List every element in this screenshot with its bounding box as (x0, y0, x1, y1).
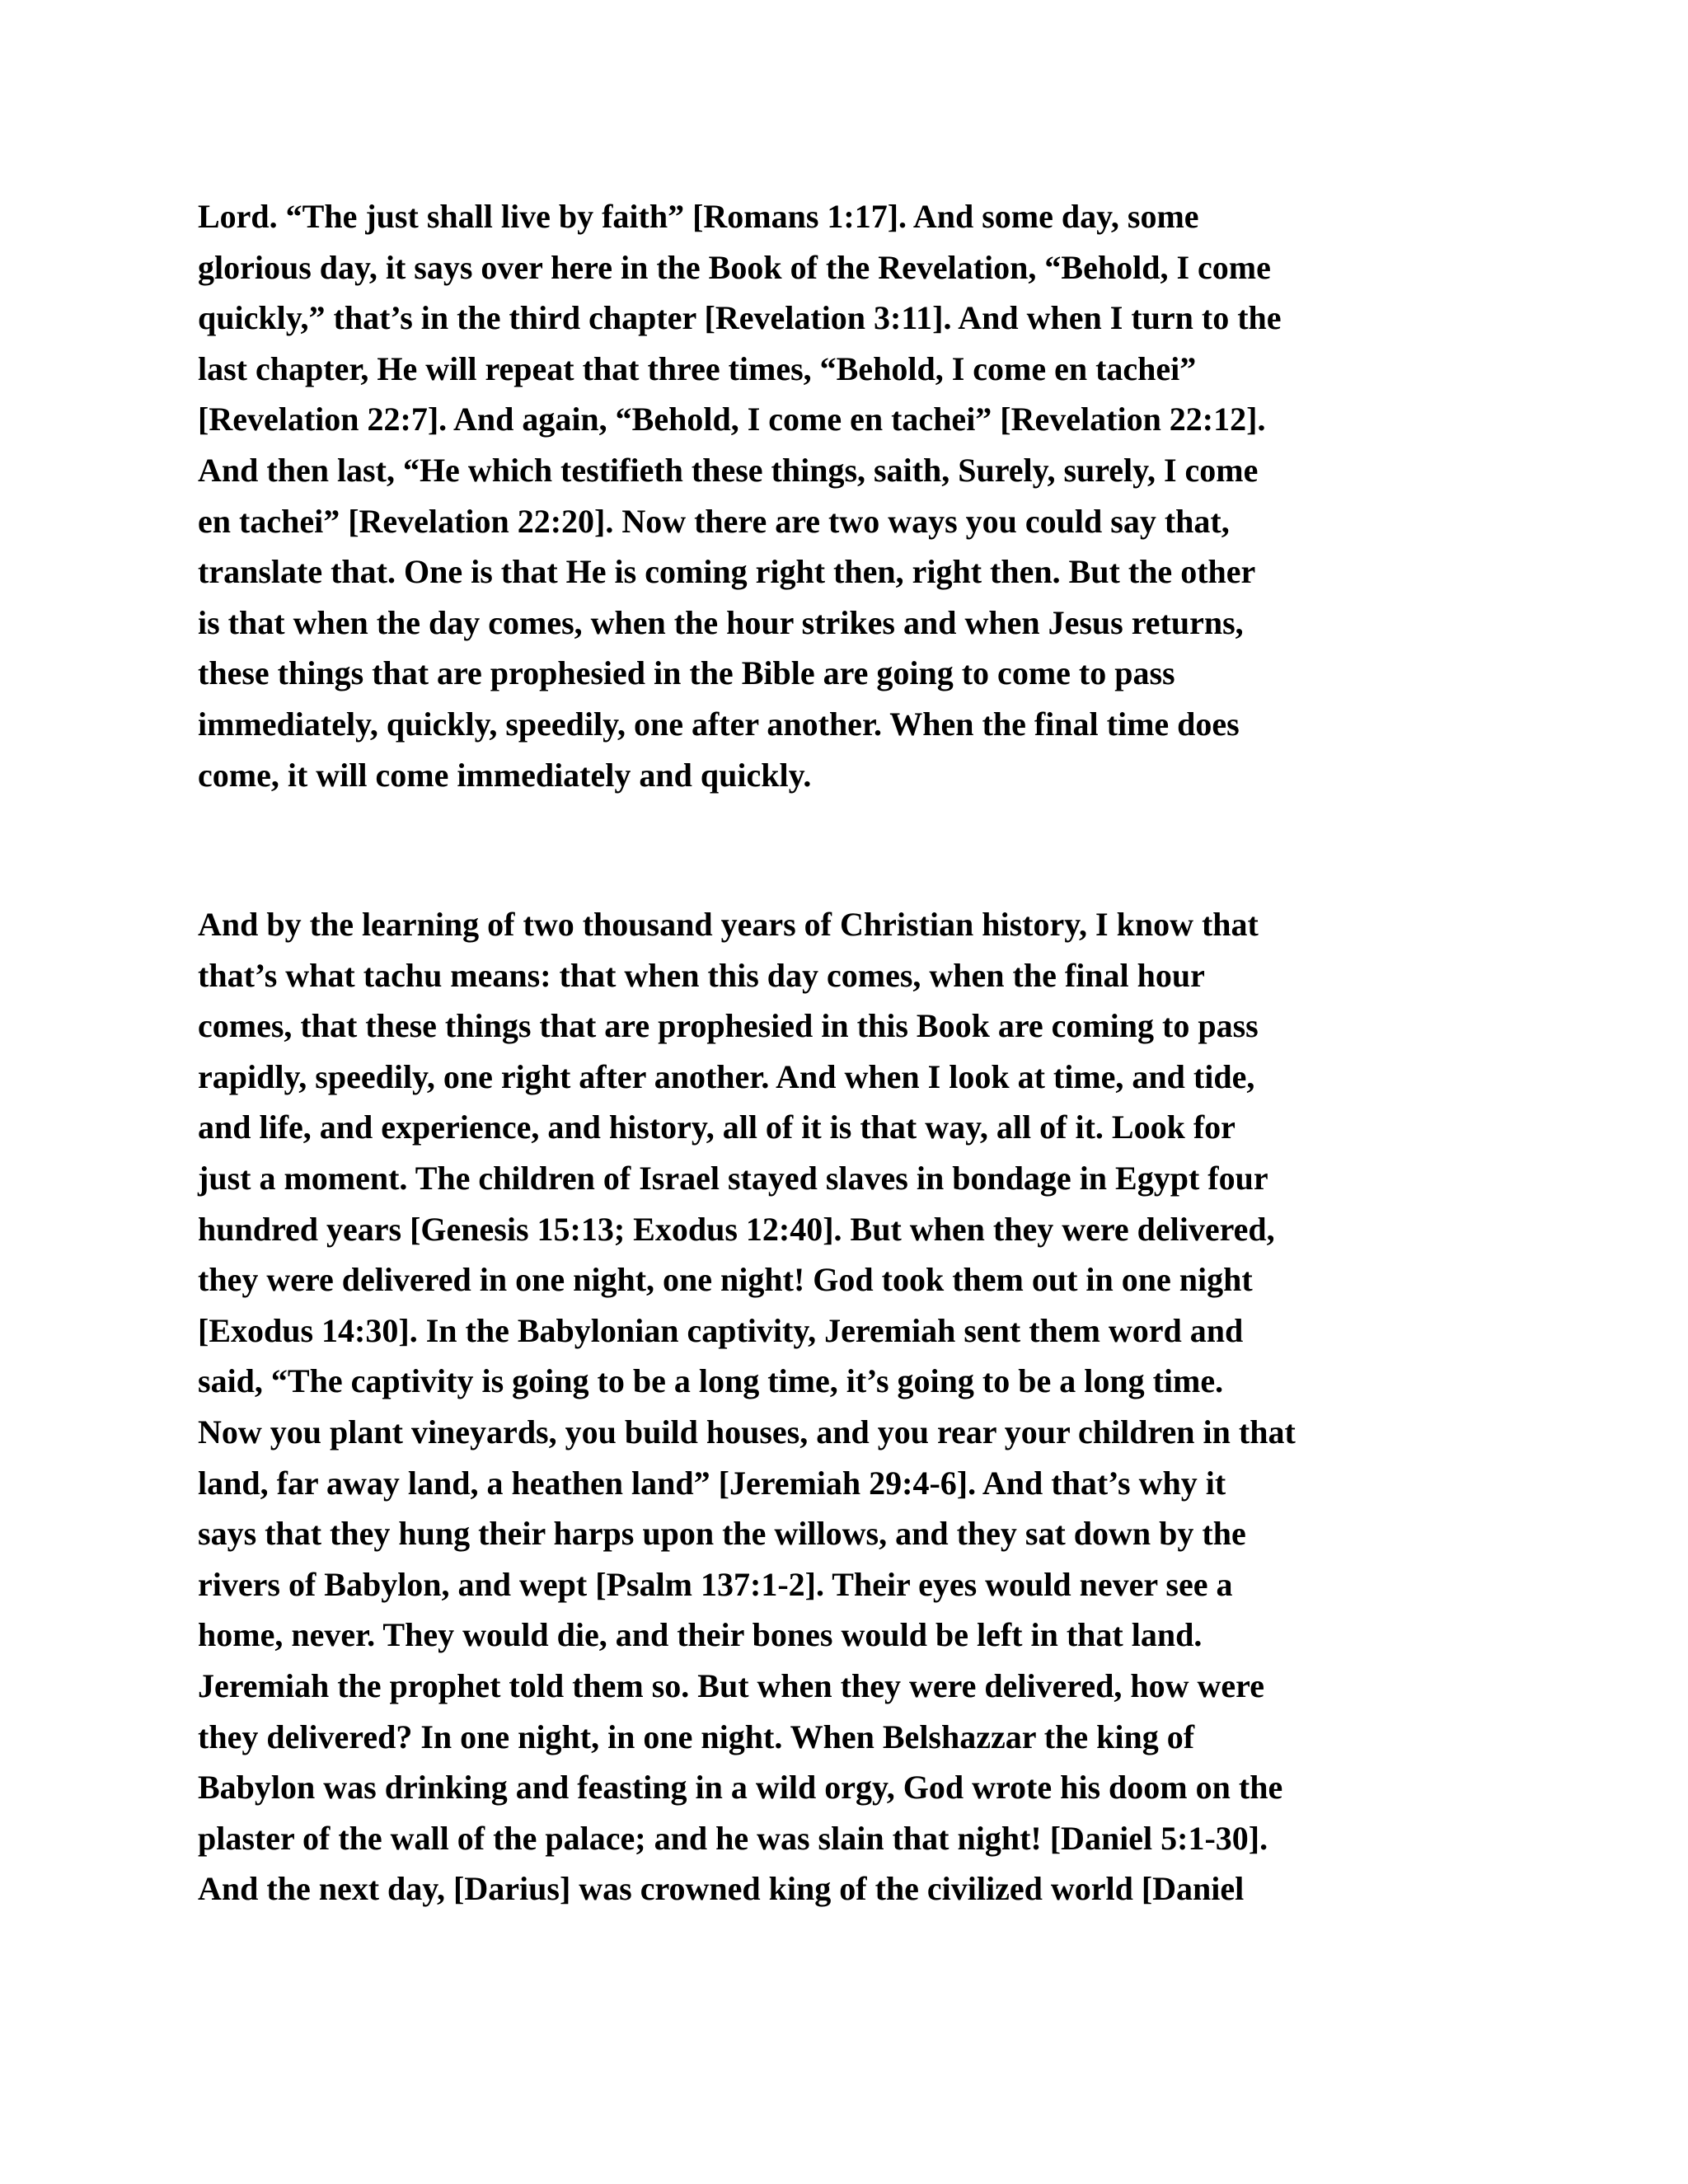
paragraph-1 (198, 191, 1500, 800)
text-line: said, “The captivity is going to be a long time, it’s going to be a long time. (198, 1362, 1224, 1400)
text-line: is that when the day comes, when the hour strikes and when Jesus returns, (198, 603, 1244, 641)
text-line: And then last, “He which testifieth these things, saith, Surely, surely, I come (198, 451, 1259, 489)
text-line: and life, and experience, and history, all of it is that way, all of it. Look for (198, 1108, 1236, 1146)
text-line: just a moment. The children of Israel stayed slaves in bondage in Egypt four (198, 1159, 1268, 1197)
text-line: [Exodus 14:30]. In the Babylonian captivity, Jeremiah sent them word and (198, 1311, 1244, 1349)
text-line: glorious day, it says over here in the Book of the Revelation, “Behold, I come (198, 248, 1271, 286)
text-line: And the next day, [Darius] was crowned king of the civilized world [Daniel (198, 1870, 1245, 1908)
text-line: translate that. One is that He is coming right then, right then. But the other (198, 553, 1256, 591)
text-line: And by the learning of two thousand years of Christian history, I know that (198, 906, 1259, 943)
text-line: Jeremiah the prophet told them so. But when they were delivered, how were (198, 1666, 1264, 1704)
text-line: Babylon was drinking and feasting in a wild orgy, God wrote his doom on the (198, 1769, 1283, 1807)
text-line: immediately, quickly, speedily, one after another. When the final time does (198, 705, 1240, 743)
text-line: last chapter, He will repeat that three times, “Behold, I come en tachei” (198, 349, 1197, 387)
text-line: that’s what tachu means: that when this day comes, when the final hour (198, 956, 1205, 994)
text-line: plaster of the wall of the palace; and he was slain that night! [Daniel 5:1-30]. (198, 1819, 1268, 1857)
text-line: they delivered? In one night, in one night. When Belshazzar the king of (198, 1718, 1195, 1755)
text-line: Now you plant vineyards, you build houses, and you rear your children in that (198, 1413, 1296, 1451)
text-line: rivers of Babylon, and wept [Psalm 137:1-2]. Their eyes would never see a (198, 1565, 1233, 1603)
text-line: Lord. “The just shall live by faith” [Romans 1:17]. And some day, some (198, 198, 1199, 235)
text-line: they were delivered in one night, one night! God took them out in one night (198, 1261, 1253, 1299)
text-line: en tachei” [Revelation 22:20]. Now there are two ways you could say that, (198, 502, 1230, 540)
text-line: comes, that these things that are prophesied in this Book are coming to pass (198, 1007, 1259, 1045)
text-line: quickly,” that’s in the third chapter [Revelation 3:11]. And when I turn to the (198, 299, 1282, 337)
text-line: rapidly, speedily, one right after another. And when I look at time, and tide, (198, 1057, 1255, 1095)
text-line: come, it will come immediately and quickly. (198, 756, 812, 794)
text-line: home, never. They would die, and their bones would be left in that land. (198, 1616, 1203, 1654)
text-line: hundred years [Genesis 15:13; Exodus 12:40]. But when they were delivered, (198, 1210, 1275, 1248)
paragraph-2 (198, 899, 1500, 1915)
text-line: [Revelation 22:7]. And again, “Behold, I come en tachei” [Revelation 22:12]. (198, 401, 1266, 438)
text-line: land, far away land, a heathen land” [Jeremiah 29:4-6]. And that’s why it (198, 1464, 1226, 1502)
text-line: says that they hung their harps upon the willows, and they sat down by the (198, 1515, 1246, 1553)
text-line: these things that are prophesied in the Bible are going to come to pass (198, 654, 1175, 692)
